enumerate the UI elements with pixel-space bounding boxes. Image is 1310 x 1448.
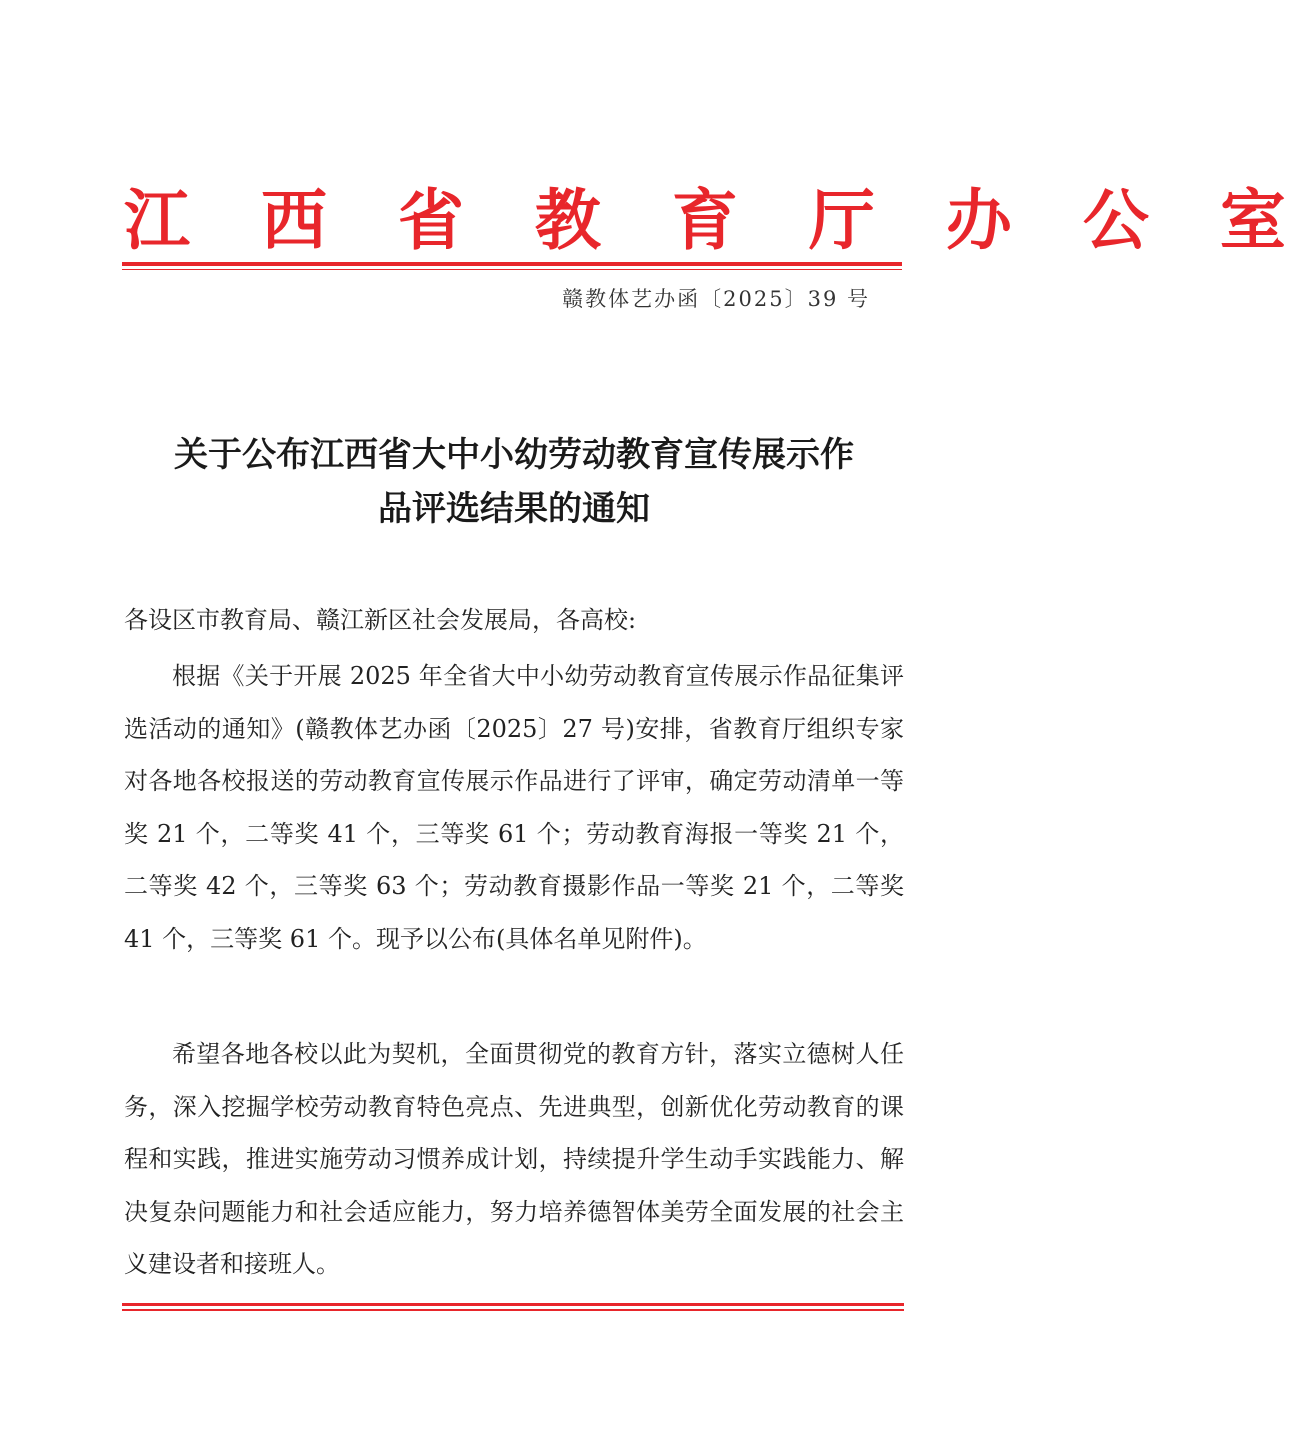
header-red-rule-thin xyxy=(122,269,902,270)
body-paragraph-1: 根据《关于开展 2025 年全省大中小幼劳动教育宣传展示作品征集评选活动的通知》(赣教体艺办函〔2025〕27 号)安排，省教育厅组织专家对各地各校报送的劳动教育宣传展示作品进行了评审，确定劳动清单一等奖 21 个，二等奖 41 个，三等奖 61 个；劳动教育海报一等奖 21 个，二等奖 42 个，三等奖 63 个；劳动教育摄影作品一等奖 21 个，二等奖 41 个，三等奖 61 个。现予以公布(具体名单见附件)。 xyxy=(124,662,904,953)
footer-red-rule-thick xyxy=(122,1303,904,1306)
header-red-rule xyxy=(122,262,902,270)
salutation: 各设区市教育局、赣江新区社会发展局，各高校: xyxy=(124,606,637,634)
notice-title-line-1: 关于公布江西省大中小幼劳动教育宣传展示作 xyxy=(174,435,854,475)
issuer-title: 江 西 省 教 育 厅 办 公 室 xyxy=(124,181,1310,259)
notice-title xyxy=(124,428,904,536)
footer-red-rule-thin xyxy=(122,1309,904,1311)
footer-red-rule xyxy=(122,1303,904,1311)
body-paragraph-2: 希望各地各校以此为契机，全面贯彻党的教育方针，落实立德树人任务，深入挖掘学校劳动教育特色亮点、先进典型，创新优化劳动教育的课程和实践，推进实施劳动习惯养成计划，持续提升学生动手实践能力、解决复杂问题能力和社会适应能力，努力培养德智体美劳全面发展的社会主义建设者和接班人。 xyxy=(124,1040,904,1278)
notice-title-line-2: 品评选结果的通知 xyxy=(378,489,650,529)
document-number: 赣教体艺办函〔2025〕39 号 xyxy=(562,287,870,311)
header-red-rule-thick xyxy=(122,262,902,266)
